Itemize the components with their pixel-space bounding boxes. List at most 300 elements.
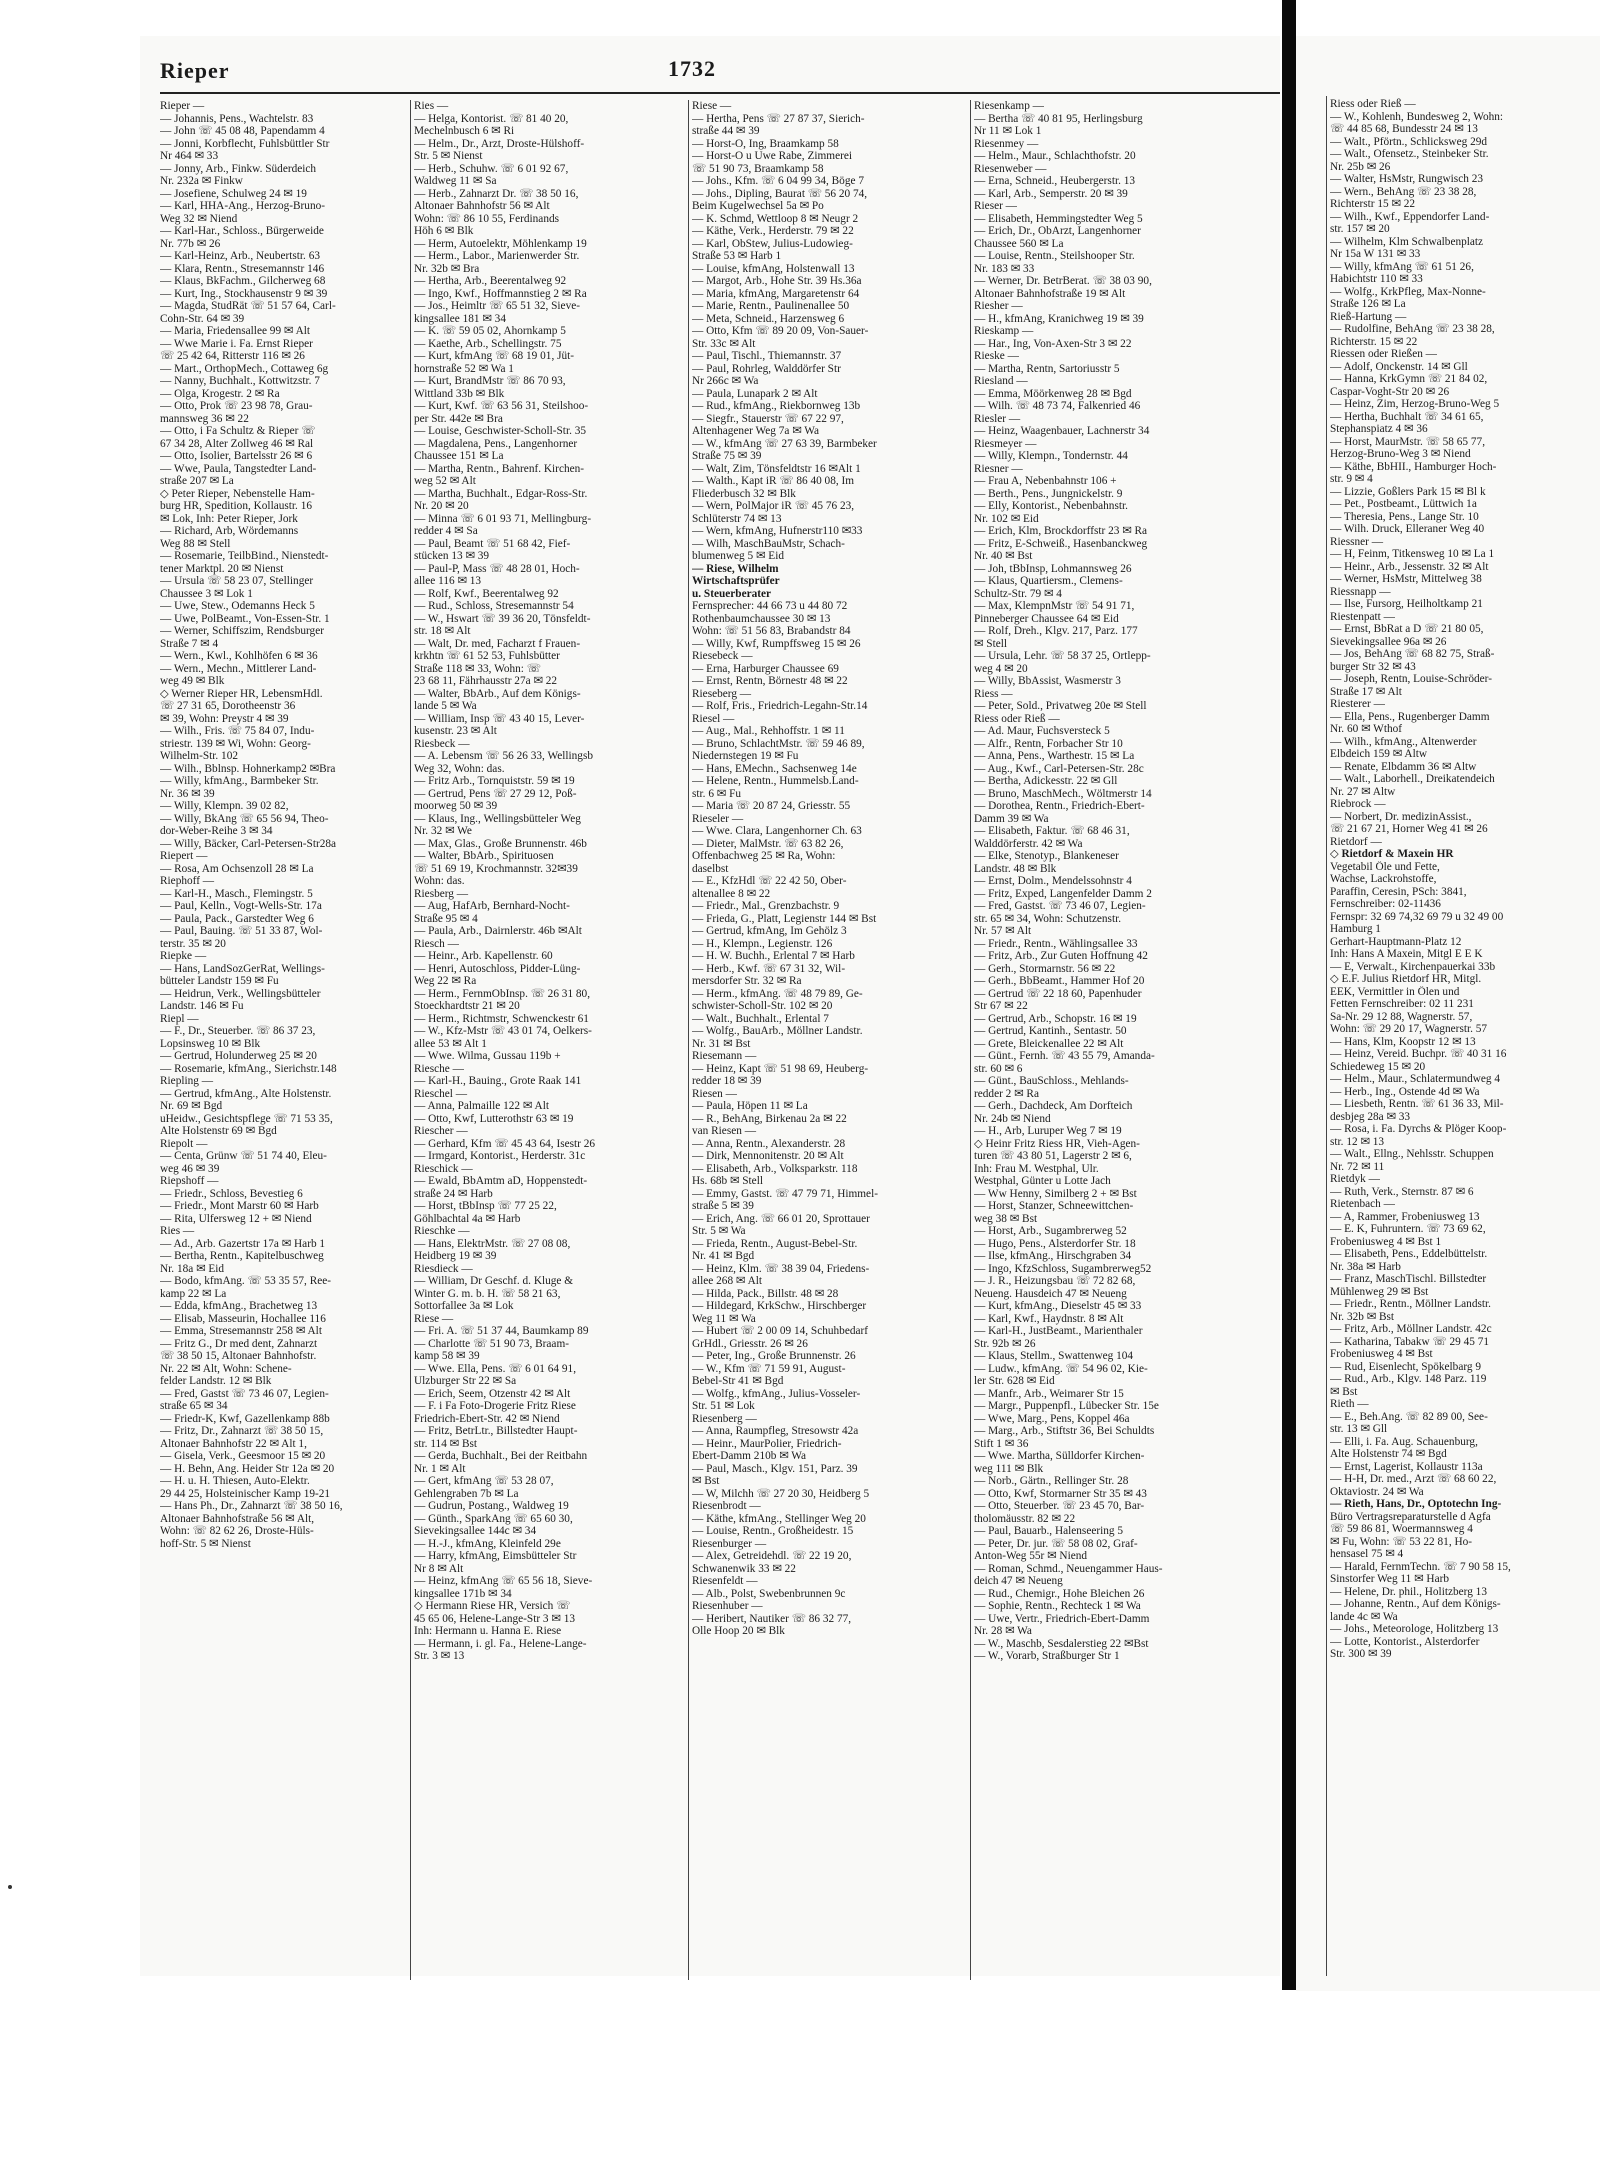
directory-entry-line: — Horst, tBbInsp ☏ 77 25 22, — [414, 1200, 557, 1212]
directory-entry-line: striestr. 139 ✉ Wi, Wohn: Georg- — [160, 737, 311, 750]
directory-entry-line: — Otto, Kwf, Lutterothstr 63 ✉ 19 — [414, 1112, 574, 1125]
directory-entry-line: Nr. 72 ✉ 11 — [1330, 1160, 1385, 1173]
directory-entry-line: — Centa, Grünw ☏ 51 74 40, Eleu- — [160, 1150, 327, 1162]
directory-entry-line: — Wern, kfmAng, Hufnerstr110 ✉33 — [692, 525, 863, 537]
directory-entry-line: — Heinz, Klm. ☏ 38 39 04, Friedens- — [692, 1262, 870, 1275]
directory-entry-line: — Uwe, PolBeamt., Von-Essen-Str. 1 — [160, 612, 330, 625]
directory-entry-line: — Dieter, MalMstr. ☏ 63 82 26, — [692, 837, 844, 850]
directory-entry-line: Riescher — — [414, 1125, 468, 1137]
directory-entry-line: — Walt., Buchhalt., Erlental 7 — [692, 1012, 829, 1025]
directory-entry-line: — Kurt, Ing., Stockhausenstr 9 ✉ 39 — [160, 287, 328, 300]
directory-entry-line: Vegetabil Öle und Fette, — [1330, 860, 1440, 873]
directory-entry-line: — Wwe, Paula, Tangstedter Land- — [160, 462, 317, 475]
directory-entry-line: Weg 32, Wohn: das. — [414, 762, 505, 775]
directory-entry-line: Straße 75 ✉ 39 — [692, 450, 762, 462]
directory-entry-line: Riesel — — [692, 712, 735, 725]
directory-entry-line: Nr. 18a ✉ Eid — [160, 1262, 225, 1275]
directory-entry-line: — Alex, Getreidehdl. ☏ 22 19 20, — [692, 1550, 852, 1562]
directory-entry-line: — Gertrud, Holunderweg 25 ✉ 20 — [160, 1050, 317, 1062]
directory-entry-line: Riesenberg — — [692, 1412, 757, 1425]
directory-entry-line: — Fritz, Arb., Zur Guten Hoffnung 42 — [974, 950, 1148, 962]
directory-entry-line: — W., Kohlenh, Bundesweg 2, Wohn: — [1330, 110, 1504, 123]
directory-entry-line: — Otto, Isolier, Bartelsstr 26 ✉ 6 — [160, 450, 313, 462]
directory-entry-line: Straße 126 ✉ La — [1330, 298, 1406, 310]
directory-entry-line: Riessnapp — — [1330, 585, 1391, 598]
directory-entry-line: — Gertrud ☏ 22 18 60, Papenhuder — [974, 987, 1142, 1000]
directory-column-4 — [974, 100, 1280, 1990]
directory-entry-line: Inh: Hermann u. Hanna E. Riese — [414, 1625, 562, 1637]
directory-entry-line: — A. Lebensm ☏ 56 26 33, Wellingsb — [414, 750, 594, 762]
directory-entry-line: Alte Holstenstr 69 ✉ Bgd — [160, 1125, 277, 1137]
directory-entry-line: Beim Kugelwechsel 5a ✉ Po — [692, 200, 824, 212]
directory-entry-line: Nr. 41 ✉ Bgd — [692, 1250, 755, 1262]
directory-entry-line: GrHdl., Griesstr. 26 ✉ 26 — [692, 1337, 808, 1350]
directory-entry-line: Altonaer Bahnhofstr 22 ✉ Alt 1, — [160, 1437, 307, 1450]
directory-entry-line: — Gerhard, Kfm ☏ 45 43 64, Isestr 26 — [414, 1137, 596, 1150]
directory-entry-line: — Heinr., Arb., Jessenstr. 32 ✉ Alt — [1330, 560, 1489, 573]
directory-entry-line: — Herm., kfmAng. ☏ 48 79 89, Ge- — [692, 987, 863, 1000]
directory-entry-line: — Gertrud, Kantinh., Sentastr. 50 — [974, 1025, 1127, 1037]
directory-entry-line: — Heidrun, Verk., Wellingsbütteler — [160, 987, 321, 1000]
directory-entry-line: — Bruno, SchlachtMstr. ☏ 59 46 89, — [692, 737, 865, 750]
directory-entry-line: — Harry, kfmAng, Eimsbütteler Str — [414, 1550, 577, 1562]
directory-entry-line: — Renate, Elbdamm 36 ✉ Altw — [1330, 760, 1477, 773]
directory-entry-line: — Gertrud, kfmAng., Alte Holstenstr. — [160, 1087, 332, 1100]
directory-entry-line: Sinstorfer Weg 11 ✉ Harb — [1330, 1573, 1449, 1585]
directory-entry-line: — Willy, Klempn. 39 02 82, — [160, 800, 289, 812]
directory-entry-line: Weg 32 ✉ Niend — [160, 212, 238, 225]
directory-entry-line: ☏ 21 67 21, Horner Weg 41 ✉ 26 — [1330, 823, 1488, 835]
directory-entry-line: — Werner, Schiffszim, Rendsburger — [160, 625, 324, 637]
directory-entry-line: Anton-Weg 55r ✉ Niend — [974, 1550, 1088, 1562]
directory-entry-line: — Rud., Chemigr., Hohe Bleichen 26 — [974, 1587, 1145, 1600]
directory-entry-line: — Pet., Postbeamt., Lüttwich 1a — [1330, 498, 1477, 510]
directory-entry-line: — Margr., Puppenpfl., Lübecker Str. 15e — [974, 1400, 1159, 1412]
directory-entry-line: Schultz-Str. 79 ✉ 4 — [974, 587, 1062, 600]
directory-entry-line: — Heribert, Nautiker ☏ 86 32 77, — [692, 1612, 852, 1625]
directory-entry-line: — Günt., BauSchloss., Mehlands- — [974, 1075, 1129, 1087]
directory-entry-line: Göhlbachtal 4a ✉ Harb — [414, 1212, 521, 1225]
directory-entry-line: Stoeckhardtstr 21 ✉ 20 — [414, 1000, 520, 1012]
directory-entry-line: ☏ 27 31 65, Dorotheenstr 36 — [160, 700, 296, 712]
directory-entry-line: — Meta, Schneid., Harzensweg 6 — [692, 312, 845, 325]
directory-entry-line: Riesdieck — — [414, 1262, 473, 1275]
directory-entry-line: — Emmy, Gastst. ☏ 47 79 71, Himmel- — [692, 1187, 878, 1200]
directory-entry-line: Neueng. Hausdeich 47 ✉ Neueng — [974, 1287, 1127, 1300]
directory-entry-line: lande 5 ✉ Wa — [414, 700, 477, 712]
directory-entry-line: — Wern., Kwl., Kohlhöfen 6 ✉ 36 — [160, 650, 318, 662]
directory-entry-line: — Fritz, E-Schweiß., Hasenbanckweg — [974, 537, 1148, 550]
directory-entry-line: — Ilse, Fursorg, Heilholtkamp 21 — [1330, 598, 1483, 610]
directory-entry-line: — Jonny, Arb., Finkw. Süderdeich — [160, 162, 317, 175]
directory-entry-line: — Alfr., Rentn, Forbacher Str 10 — [974, 737, 1123, 750]
directory-entry-line: Rieschke — — [414, 1225, 470, 1237]
directory-entry-line: — Dorothea, Rentn., Friedrich-Ebert- — [974, 800, 1145, 812]
directory-entry-line: — Roman, Schmd., Neuengammer Haus- — [974, 1562, 1163, 1575]
directory-entry-line: — Wilhelm, Klm Schwalbenplatz — [1330, 235, 1484, 248]
directory-entry-line: Nr. 22 ✉ Alt, Wohn: Schene- — [160, 1362, 292, 1375]
directory-entry-line: Rieper — — [160, 100, 205, 112]
directory-entry-line: Inh: Frau M. Westphal, Ulr. — [974, 1162, 1099, 1175]
directory-entry-line: — Käthe, kfmAng., Stellinger Weg 20 — [692, 1512, 866, 1525]
directory-entry-line: Straße 118 ✉ 33, Wohn: ☏ — [414, 662, 541, 675]
directory-entry-line: Str. 92b ✉ 26 — [974, 1337, 1036, 1350]
directory-entry-line: schwister-Scholl-Str. 102 ✉ 20 — [692, 1000, 833, 1012]
directory-entry-line: — Erna, Harburger Chaussee 69 — [692, 662, 839, 675]
directory-entry-line: — Käthe, Verk., Herderstr. 79 ✉ 22 — [692, 225, 854, 237]
directory-entry-line: — Mart., OrthopMech., Cottaweg 6g — [160, 362, 329, 375]
directory-entry-line: — Herm., Richtmstr, Schwenckestr 61 — [414, 1012, 589, 1025]
directory-entry-line: Friedrich-Ebert-Str. 42 ✉ Niend — [414, 1412, 560, 1425]
directory-entry-line: — W, Milchh ☏ 27 20 30, Heidberg 5 — [692, 1487, 870, 1500]
directory-entry-line: — Herm, Autoelektr, Möhlenkamp 19 — [414, 237, 587, 250]
directory-entry-line: Riesher — — [974, 300, 1023, 312]
directory-entry-line: dor-Weber-Reihe 3 ✉ 34 — [160, 825, 273, 837]
directory-entry-line: — Hans, Klm, Koopstr 12 ✉ 13 — [1330, 1035, 1476, 1048]
directory-entry-line: Rieschick — — [414, 1162, 473, 1175]
directory-entry-line: — Rita, Ulfersweg 12 + ✉ Niend — [160, 1212, 312, 1225]
directory-entry-line: — Karl-H., Bauing., Grote Raak 141 — [414, 1075, 582, 1087]
directory-entry-line: Riesenkamp — — [974, 100, 1044, 112]
directory-entry-line: — Fritz, BetrLtr., Billstedter Haupt- — [414, 1425, 578, 1437]
directory-entry-line: uHeidw., Gesichtspflege ☏ 71 53 35, — [160, 1112, 333, 1125]
directory-entry-line: Nr. 69 ✉ Bgd — [160, 1100, 223, 1112]
directory-entry-line: ☏ 51 90 73, Braamkamp 58 — [692, 162, 824, 175]
directory-entry-line: Altonaer Bahnhofstr 56 ✉ Alt — [414, 200, 550, 212]
directory-entry-line: — Friedr., Mont Marstr 60 ✉ Harb — [160, 1200, 319, 1212]
directory-entry-line: — H., Klempn., Legienstr. 126 — [692, 937, 833, 950]
directory-entry-line: — Helga, Kontorist. ☏ 81 40 20, — [414, 112, 569, 125]
directory-entry-line: Wohn: ☏ 51 56 83, Brabandstr 84 — [692, 625, 851, 637]
directory-entry-line: — Joseph, Rentn, Louise-Schröder- — [1330, 673, 1492, 685]
directory-entry-line: — Hildegard, KrkSchw., Hirschberger — [692, 1300, 867, 1312]
directory-entry-line: ☏ 44 85 68, Bundesstr 24 ✉ 13 — [1330, 123, 1478, 135]
directory-entry-line: Nr. 77b ✉ 26 — [160, 237, 221, 250]
directory-entry-line: Riebrock — — [1330, 798, 1386, 810]
directory-entry-line: Wohn: ☏ 86 10 55, Ferdinands — [414, 212, 560, 225]
directory-entry-line: Ries — — [160, 1225, 195, 1237]
directory-entry-line: redder 4 ✉ Sa — [414, 525, 478, 537]
directory-entry-line: Riesler — — [974, 412, 1021, 425]
directory-entry-line: — Bertha, Rentn., Kapitelbuschweg — [160, 1250, 324, 1262]
directory-entry-line: — Peter, Sold., Privatweg 20e ✉ Stell — [974, 700, 1147, 712]
directory-entry-line: — Marie, Rentn., Paulinenallee 50 — [692, 300, 850, 312]
directory-entry-line: Höh 6 ✉ Blk — [414, 225, 474, 237]
directory-entry-line: — Wilh., kfmAng., Altenwerder — [1330, 735, 1477, 748]
directory-entry-line: lande 4c ✉ Wa — [1330, 1610, 1398, 1623]
directory-entry-line: Sievekingsallee 144c ✉ 34 — [414, 1525, 537, 1537]
directory-entry-line: — Elisabeth, Pens., Eddelbüttelstr. — [1330, 1248, 1488, 1260]
directory-entry-line: — Friedr-K, Kwf, Gazellenkamp 88b — [160, 1412, 330, 1425]
directory-entry-line: str. 13 ✉ Gll — [1330, 1423, 1388, 1435]
directory-entry-line: — Otto, Prok ☏ 23 98 78, Grau- — [160, 400, 313, 412]
directory-entry-line: ✉ Stell — [974, 637, 1008, 650]
directory-entry-line: Chaussee 3 ✉ Lok 1 — [160, 587, 253, 600]
directory-entry-line: Ebert-Damm 210b ✉ Wa — [692, 1450, 807, 1462]
directory-entry-line: ☏ 51 69 19, Krochmannstr. 32✉39 — [414, 862, 578, 875]
directory-entry-line: daselbst — [692, 862, 729, 875]
directory-entry-line: stücken 13 ✉ 39 — [414, 550, 490, 562]
directory-entry-line: Riesmeyer — — [974, 437, 1037, 450]
directory-entry-line: — Gerda, Buchhalt., Bei der Reitbahn — [414, 1450, 588, 1462]
directory-entry-line: — Wolfg., kfmAng., Julius-Vosseler- — [692, 1387, 861, 1400]
directory-entry-line: Riesbeck — — [414, 737, 470, 750]
directory-entry-line: — Jos., Heimltr ☏ 65 51 32, Sieve- — [414, 300, 580, 312]
directory-entry-line: Schwanenwik 33 ✉ 22 — [692, 1562, 796, 1575]
directory-entry-line: — Karl, ObStew, Julius-Ludowieg- — [692, 237, 853, 250]
directory-entry-line: Str. 300 ✉ 39 — [1330, 1648, 1392, 1660]
directory-column-3 — [692, 100, 970, 1990]
directory-entry-line: — Paul, Bauarb., Halenseering 5 — [974, 1525, 1124, 1537]
directory-entry-line: Riese — — [692, 100, 732, 112]
directory-entry-line: — Rud., kfmAng., Riekbornweg 13b — [692, 400, 861, 412]
directory-entry-line: str. 65 ✉ 34, Wohn: Schutzenstr. — [974, 912, 1122, 925]
directory-entry-line: — Grete, Bleickenallee 22 ✉ Alt — [974, 1037, 1124, 1050]
directory-entry-line: — Walt, Dr. med, Facharzt f Frauen- — [414, 637, 581, 650]
directory-entry-line: Nr. 24b ✉ Niend — [974, 1112, 1051, 1125]
directory-entry-line: Nr. 57 ✉ Alt — [974, 925, 1032, 937]
directory-entry-line: — Paul, Tischl., Thiemannstr. 37 — [692, 350, 842, 362]
directory-entry-line: Nr. 32b ✉ Bst — [1330, 1310, 1395, 1323]
directory-entry-line: Paraffin, Ceresin, PSch: 3841, — [1330, 885, 1467, 898]
directory-entry-line: Herzog-Bruno-Weg 3 ✉ Niend — [1330, 448, 1471, 460]
directory-entry-line: — W., Maschb, Sesdalerstieg 22 ✉Bst — [974, 1637, 1149, 1650]
directory-entry-line: — Karl, Arb., Semperstr. 20 ✉ 39 — [974, 187, 1128, 200]
scan-mark — [8, 1885, 12, 1889]
directory-entry-line: — Heinz, Vereid. Buchpr. ☏ 40 31 16 — [1330, 1048, 1507, 1060]
directory-entry-line: — Walt., Ellng., Nehlsstr. Schuppen — [1330, 1148, 1494, 1160]
directory-entry-line: — Paula, Pack., Garstedter Weg 6 — [160, 912, 314, 925]
directory-entry-line: — Wilh., Fris. ☏ 75 84 07, Indu- — [160, 725, 315, 737]
directory-entry-line: — H. Behn, Ang. Heider Str 12a ✉ 20 — [160, 1462, 335, 1475]
directory-entry-line: Habichtstr 110 ✉ 33 — [1330, 273, 1423, 285]
directory-entry-line: terstr. 35 ✉ 20 — [160, 937, 226, 950]
directory-entry-line: — Rieth, Hans, Dr., Optotechn Ing- — [1330, 1498, 1502, 1510]
directory-entry-line: Riess oder Rieß — — [1330, 98, 1416, 110]
directory-entry-line: — Emma, Möörkenweg 28 ✉ Bgd — [974, 387, 1132, 400]
directory-entry-line: — Hertha, Arb., Beerentalweg 92 — [414, 275, 567, 287]
directory-entry-line: str. 114 ✉ Bst — [414, 1437, 478, 1450]
header-rule — [160, 92, 1280, 94]
directory-entry-line: — Wwe. Ella, Pens. ☏ 6 01 64 91, — [414, 1362, 577, 1375]
directory-entry-line: straße 65 ✉ 34 — [160, 1400, 228, 1412]
directory-entry-line: — Gertrud, kfmAng, Im Gehölz 3 — [692, 925, 847, 937]
column-divider — [688, 100, 689, 1980]
directory-entry-line: Niedernstegen 19 ✉ Fu — [692, 750, 799, 762]
directory-entry-line: Altenhagener Weg 7a ✉ Wa — [692, 425, 820, 437]
directory-entry-line: Altonaer Bahnhofstraße 56 ✉ Alt, — [160, 1512, 315, 1525]
directory-entry-line: — Fri. A. ☏ 51 37 44, Baumkamp 89 — [414, 1325, 589, 1337]
directory-entry-line: — Wwe Marie i. Fa. Ernst Rieper — [160, 337, 313, 350]
directory-entry-line: Wohn: ☏ 82 62 26, Droste-Hüls- — [160, 1525, 314, 1537]
directory-entry-line: — Gudrun, Postang., Waldweg 19 — [414, 1500, 569, 1512]
directory-entry-line: — Kaethe, Arb., Schellingstr. 75 — [414, 337, 562, 350]
directory-entry-line: — Rud., Schloss, Stresemannstr 54 — [414, 600, 574, 612]
directory-entry-line: — Wolfg., KrkPfleg, Max-Nonne- — [1330, 285, 1486, 298]
directory-entry-line: hoff-Str. 5 ✉ Nienst — [160, 1537, 251, 1550]
directory-entry-line: Riesner — — [974, 462, 1023, 475]
directory-entry-line: — H., kfmAng, Kranichweg 19 ✉ 39 — [974, 312, 1144, 325]
directory-column-1 — [160, 100, 408, 1990]
directory-entry-line: — Paula, Höpen 11 ✉ La — [692, 1100, 808, 1112]
directory-entry-line: hensasel 75 ✉ 4 — [1330, 1548, 1404, 1560]
directory-entry-line: Riesebeck — — [692, 650, 753, 662]
directory-entry-line: Wirtschaftsprüfer — [692, 575, 780, 587]
directory-entry-line: — Gertrud, Arb., Schopstr. 16 ✉ 19 — [974, 1012, 1137, 1025]
directory-entry-line: Nr 266c ✉ Wa — [692, 375, 759, 387]
directory-entry-line: — Anna, Pens., Warthestr. 15 ✉ La — [974, 750, 1135, 762]
directory-entry-line: Sottorfallee 3a ✉ Lok — [414, 1300, 514, 1312]
directory-entry-line: — Wern, PolMajor iR ☏ 45 76 23, — [692, 500, 855, 512]
directory-entry-line: ✉ Lok, Inh: Peter Rieper, Jork — [160, 512, 298, 525]
directory-entry-line: Hs. 68b ✉ Stell — [692, 1175, 763, 1187]
directory-column-5 — [1330, 98, 1600, 1988]
directory-entry-line: 29 44 25, Holsteinischer Kamp 19-21 — [160, 1487, 331, 1500]
directory-entry-line: — F. i Fa Foto-Drogerie Fritz Riese — [414, 1400, 576, 1412]
directory-entry-line: — Fred, Gastst. ☏ 73 46 07, Legien- — [974, 900, 1146, 912]
directory-entry-line: — Karl-Heinz, Arb., Neubertstr. 63 — [160, 250, 320, 262]
directory-entry-line: — Hilda, Pack., Billstr. 48 ✉ 28 — [692, 1287, 839, 1300]
directory-entry-line: — R., BehAng, Birkenau 2a ✉ 22 — [692, 1112, 847, 1125]
directory-entry-line: — Hans, ElektrMstr. ☏ 27 08 08, — [414, 1237, 571, 1250]
directory-entry-line: — Erich, Dr., ObArzt, Langenhorner — [974, 225, 1141, 237]
directory-entry-line: — Peter, Ing., Große Brunnenstr. 26 — [692, 1350, 856, 1362]
directory-entry-line: Inh: Hans A Maxein, Mitgl E E K — [1330, 948, 1483, 960]
directory-entry-line: tholomäusstr. 82 ✉ 22 — [974, 1512, 1076, 1525]
directory-entry-line: u. Steuerberater — [692, 587, 772, 600]
directory-entry-line: Elbdeich 159 ✉ Altw — [1330, 748, 1428, 760]
directory-entry-line: — Gerh., Stormarnstr. 56 ✉ 22 — [974, 962, 1116, 975]
directory-entry-line: — W., Kfz-Mstr ☏ 43 01 74, Oelkers- — [414, 1025, 592, 1037]
directory-entry-line: Riesenweber — — [974, 162, 1047, 175]
directory-entry-line: Str 67 ✉ 22 — [974, 1000, 1028, 1012]
directory-entry-line: — Hugo, Pens., Alsterdorfer Str. 18 — [974, 1237, 1136, 1250]
directory-entry-line: — Heinz, Kapt ☏ 51 98 69, Heuberg- — [692, 1062, 869, 1075]
directory-entry-line: str. 6 ✉ Fu — [692, 787, 742, 800]
directory-entry-line: Waldweg 11 ✉ Sa — [414, 175, 497, 187]
book-gutter — [1282, 0, 1296, 1990]
directory-entry-line: desbjeg 28a ✉ 33 — [1330, 1110, 1411, 1123]
directory-entry-line: altenallee 8 ✉ 22 — [692, 887, 771, 900]
directory-entry-line: — Magdalena, Pens., Langenhorner — [414, 437, 578, 450]
directory-entry-line: — Paul, Beamt ☏ 51 68 42, Fief- — [414, 537, 571, 550]
directory-entry-line: Bebel-Str 41 ✉ Bgd — [692, 1375, 784, 1387]
directory-entry-line: Nr. 20 ✉ 20 — [414, 500, 469, 512]
directory-entry-line: ◇ E.F. Julius Rietdorf HR, Mitgl. — [1330, 973, 1482, 985]
directory-entry-line: — Otto, i Fa Schultz & Rieper ☏ — [160, 425, 316, 437]
directory-entry-line: Riepshoff — — [160, 1175, 219, 1187]
directory-entry-line: Altonaer Bahnhofstraße 19 ✉ Alt — [974, 287, 1126, 300]
directory-entry-line: — Bruno, MaschMech., Wöltmerstr 14 — [974, 787, 1152, 800]
directory-entry-line: — Friedr., Rentn., Wählingsallee 33 — [974, 937, 1138, 950]
directory-entry-line: — Fritz, Exped, Langenfelder Damm 2 — [974, 887, 1152, 900]
directory-entry-line: — Heinz, Waagenbauer, Lachnerstr 34 — [974, 425, 1150, 437]
directory-entry-line: — Käthe, BbHII., Hamburger Hoch- — [1330, 460, 1497, 473]
directory-entry-line: Winter G. m. b. H. ☏ 58 21 63, — [414, 1287, 561, 1300]
directory-entry-line: Rietdorf — — [1330, 835, 1382, 848]
directory-entry-line: Nr. 183 ✉ 33 — [974, 262, 1035, 275]
directory-entry-line: — Maria, kfmAng, Margaretenstr 64 — [692, 287, 860, 300]
directory-entry-line: Nr. 38a ✉ Harb — [1330, 1260, 1401, 1273]
directory-entry-line: — Margot, Arb., Hohe Str. 39 Hs.36a — [692, 275, 862, 287]
directory-entry-line: allee 53 ✉ Alt 1 — [414, 1037, 487, 1050]
directory-entry-line: — Ernst, Rentn, Börnestr 48 ✉ 22 — [692, 675, 848, 687]
directory-entry-line: Riephoff — — [160, 875, 215, 887]
directory-entry-line: — Ursula ☏ 58 23 07, Stellinger — [160, 575, 314, 587]
directory-entry-line: — Johannis, Pens., Wachtelstr. 83 — [160, 112, 314, 125]
directory-entry-line: kingsallee 171b ✉ 34 — [414, 1587, 512, 1600]
directory-entry-line: Riesenmey — — [974, 137, 1039, 150]
directory-entry-line: — Paul, Kelln., Vogt-Wells-Str. 17a — [160, 900, 322, 912]
directory-entry-line: — Fritz Arb., Tornquiststr. 59 ✉ 19 — [414, 775, 575, 787]
directory-entry-line: allee 268 ✉ Alt — [692, 1275, 763, 1287]
directory-entry-line: Ulzburger Str 22 ✉ Sa — [414, 1375, 517, 1387]
directory-entry-line: — Theresia, Pens., Lange Str. 10 — [1330, 510, 1479, 523]
directory-entry-line: — Uwe, Vertr., Friedrich-Ebert-Damm — [974, 1612, 1150, 1625]
directory-entry-line: — H.-J., kfmAng, Kleinfeld 29e — [414, 1537, 561, 1550]
directory-entry-line: — Elisabeth, Hemmingstedter Weg 5 — [974, 212, 1143, 225]
directory-entry-line: Fetten Fernschreiber: 02 11 231 — [1330, 998, 1474, 1010]
directory-entry-line: Riepl — — [160, 1012, 199, 1025]
directory-entry-line: — Martha, Rentn., Bahrenf. Kirchen- — [414, 462, 585, 475]
directory-entry-line: — Olga, Krogestr. 2 ✉ Ra — [160, 387, 280, 400]
directory-entry-line: — Karl, HHA-Ang., Herzog-Bruno- — [160, 200, 326, 212]
directory-entry-line: — Walter, BbArb., Spirituosen — [414, 850, 554, 862]
directory-entry-line: Nr. 28 ✉ Wa — [974, 1625, 1032, 1637]
directory-entry-line: — Johanne, Rentn., Auf dem Königs- — [1330, 1598, 1501, 1610]
directory-entry-line: Nr. 232a ✉ Finkw — [160, 175, 243, 187]
directory-entry-line: — Siegfr., Stauerstr ☏ 67 22 97, — [692, 412, 844, 425]
directory-entry-line: — Elisabeth, Faktur. ☏ 68 46 31, — [974, 825, 1130, 837]
directory-entry-line: moorweg 50 ✉ 39 — [414, 800, 498, 812]
directory-entry-line: str. 60 ✉ 6 — [974, 1062, 1023, 1075]
directory-entry-line: — Ella, Pens., Rugenberger Damm — [1330, 710, 1490, 723]
directory-entry-line: redder 18 ✉ 39 — [692, 1075, 762, 1087]
directory-entry-line: Fernschreiber: 02-11436 — [1330, 898, 1441, 910]
directory-entry-line: Frobeniusweg 4 ✉ Bst 1 — [1330, 1235, 1442, 1248]
directory-entry-line: — W., Kfm ☏ 71 59 91, August- — [692, 1362, 846, 1375]
directory-entry-line: — Wilh., Kwf., Eppendorfer Land- — [1330, 210, 1490, 223]
directory-entry-line: — Louise, Geschwister-Scholl-Str. 35 — [414, 425, 587, 437]
directory-entry-line: weg 46 ✉ 39 — [160, 1162, 220, 1175]
directory-entry-line: — Joh, tBbInsp, Lohmannsweg 26 — [974, 562, 1132, 575]
directory-entry-line: — H., Arb, Luruper Weg 7 ✉ 19 — [974, 1125, 1122, 1137]
directory-entry-line: — Liesbeth, Rentn. ☏ 61 36 33, Mil- — [1330, 1098, 1504, 1110]
directory-entry-line: — Herb., Kwf. ☏ 67 31 32, Wil- — [692, 962, 846, 975]
directory-entry-line: Stephanspiatz 4 ✉ 36 — [1330, 423, 1428, 435]
directory-entry-line: — W., Vorarb, Straßburger Str 1 — [974, 1650, 1120, 1662]
directory-entry-line: Mühlenweg 29 ✉ Bst — [1330, 1285, 1429, 1298]
directory-entry-line: Heidberg 19 ✉ 39 — [414, 1250, 497, 1262]
directory-entry-line: — Marg., Arb., Stiftstr 36, Bei Schuldts — [974, 1425, 1155, 1437]
directory-entry-line: — Irmgard, Kontorist., Herderstr. 31c — [414, 1150, 586, 1162]
directory-entry-line: Olle Hoop 20 ✉ Blk — [692, 1625, 785, 1637]
directory-entry-line: Schlüterstr 74 ✉ 13 — [692, 512, 782, 525]
directory-entry-line: — Heinr., MaurPolier, Friedrich- — [692, 1437, 842, 1450]
directory-entry-line: ✉ Bst — [692, 1475, 720, 1487]
directory-entry-line: Str. 33c ✉ Alt — [692, 337, 756, 350]
directory-entry-line: — Klaus, Quartiersm., Clemens- — [974, 575, 1123, 587]
directory-entry-line: Wohn: ☏ 29 20 17, Wagnerstr. 57 — [1330, 1023, 1488, 1035]
directory-entry-line: weg 4 ✉ 20 — [974, 662, 1028, 675]
directory-entry-line: — Ww Henny, Similberg 2 + ✉ Bst — [974, 1187, 1137, 1200]
directory-entry-line: — Paula, Arb., Dairnlerstr. 46b ✉Alt — [414, 925, 582, 937]
directory-entry-line: ☏ 38 50 15, Altonaer Bahnhofstr. — [160, 1350, 317, 1362]
directory-entry-line: — Uwe, Stew., Odemanns Heck 5 — [160, 600, 315, 612]
directory-entry-line: Nr. 102 ✉ Eid — [974, 512, 1039, 525]
directory-entry-line: — Louise, kfmAng, Holstenwall 13 — [692, 262, 855, 275]
column-divider — [1326, 96, 1327, 1976]
